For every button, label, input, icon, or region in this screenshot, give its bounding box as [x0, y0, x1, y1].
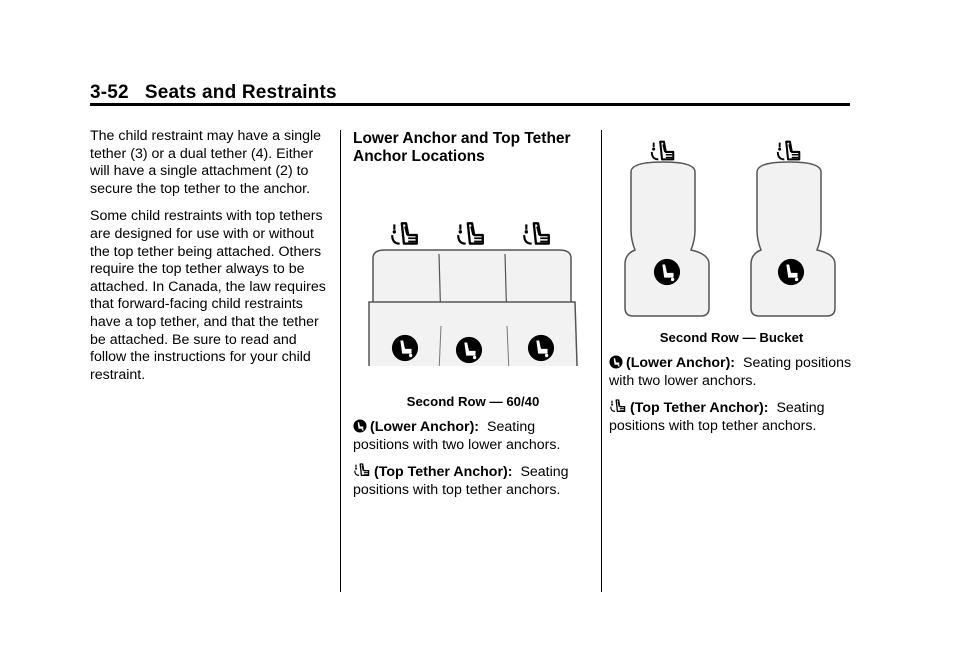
lower-anchor-icon: [392, 335, 418, 361]
paragraph: The child restraint may have a single tether (3) or a dual tether (4). Either will have a single attachment (2) to secure the top tether to the anchor.: [90, 128, 322, 197]
bench-seat-figure: [355, 176, 585, 366]
column-2: [353, 130, 593, 499]
legend-term: (Lower Anchor):: [626, 355, 736, 371]
lower-anchor-icon: [456, 337, 482, 363]
legend-description: Seating positions with top tether anchors.: [609, 400, 825, 434]
top-tether-anchor-icon: [353, 462, 371, 478]
top-tether-anchor-icon: [458, 223, 483, 243]
legend-item: [353, 462, 593, 499]
legend-description: Seating positions with top tether anchors.: [353, 464, 569, 498]
legend-term: (Top Tether Anchor):: [630, 400, 769, 417]
header-rule: [90, 103, 850, 106]
lower-anchor-icon: [654, 259, 680, 285]
legend-item: [609, 398, 854, 435]
column-divider-left: [340, 130, 341, 592]
section-title: Seats and Restraints: [144, 82, 337, 103]
column-1: [90, 128, 330, 394]
legend-term: (Top Tether Anchor):: [374, 464, 513, 481]
figure-caption: Second Row — 60/40: [406, 394, 540, 409]
lower-anchor-icon: [353, 419, 367, 433]
top-tether-anchor-icon: [392, 223, 417, 243]
lower-anchor-icon: [609, 355, 623, 369]
lower-anchor-icon: [778, 259, 804, 285]
column-3: [609, 130, 854, 435]
page-number: 3-52: [90, 82, 129, 103]
top-tether-anchor-icon: [609, 398, 627, 414]
legend-term: (Lower Anchor):: [370, 419, 480, 435]
section-heading: Lower Anchor and Top Tether Anchor Locations: [353, 130, 571, 165]
page-header: [90, 82, 337, 104]
paragraph: Some child restraints with top tethers are designed for use with or without the top tether being attached. Others require the top tether always to be attached. In Canada, the law requires that forward-facing child restraints have a top tether, and that the tether be attached. Be sure to read and follow the instructions for your child restraint.: [90, 208, 326, 383]
bucket-seat-figure: [609, 130, 849, 320]
figure-caption: Second Row — Bucket: [659, 330, 804, 345]
top-tether-anchor-icon: [778, 142, 799, 160]
legend-item: [609, 355, 854, 390]
legend-item: [353, 419, 593, 454]
top-tether-anchor-icon: [524, 223, 549, 243]
legend-description: Seating positions with two lower anchors.: [609, 355, 852, 389]
legend-description: Seating positions with two lower anchors.: [353, 419, 561, 453]
column-divider-right: [601, 130, 602, 592]
top-tether-anchor-icon: [652, 142, 673, 160]
lower-anchor-icon: [528, 335, 554, 361]
